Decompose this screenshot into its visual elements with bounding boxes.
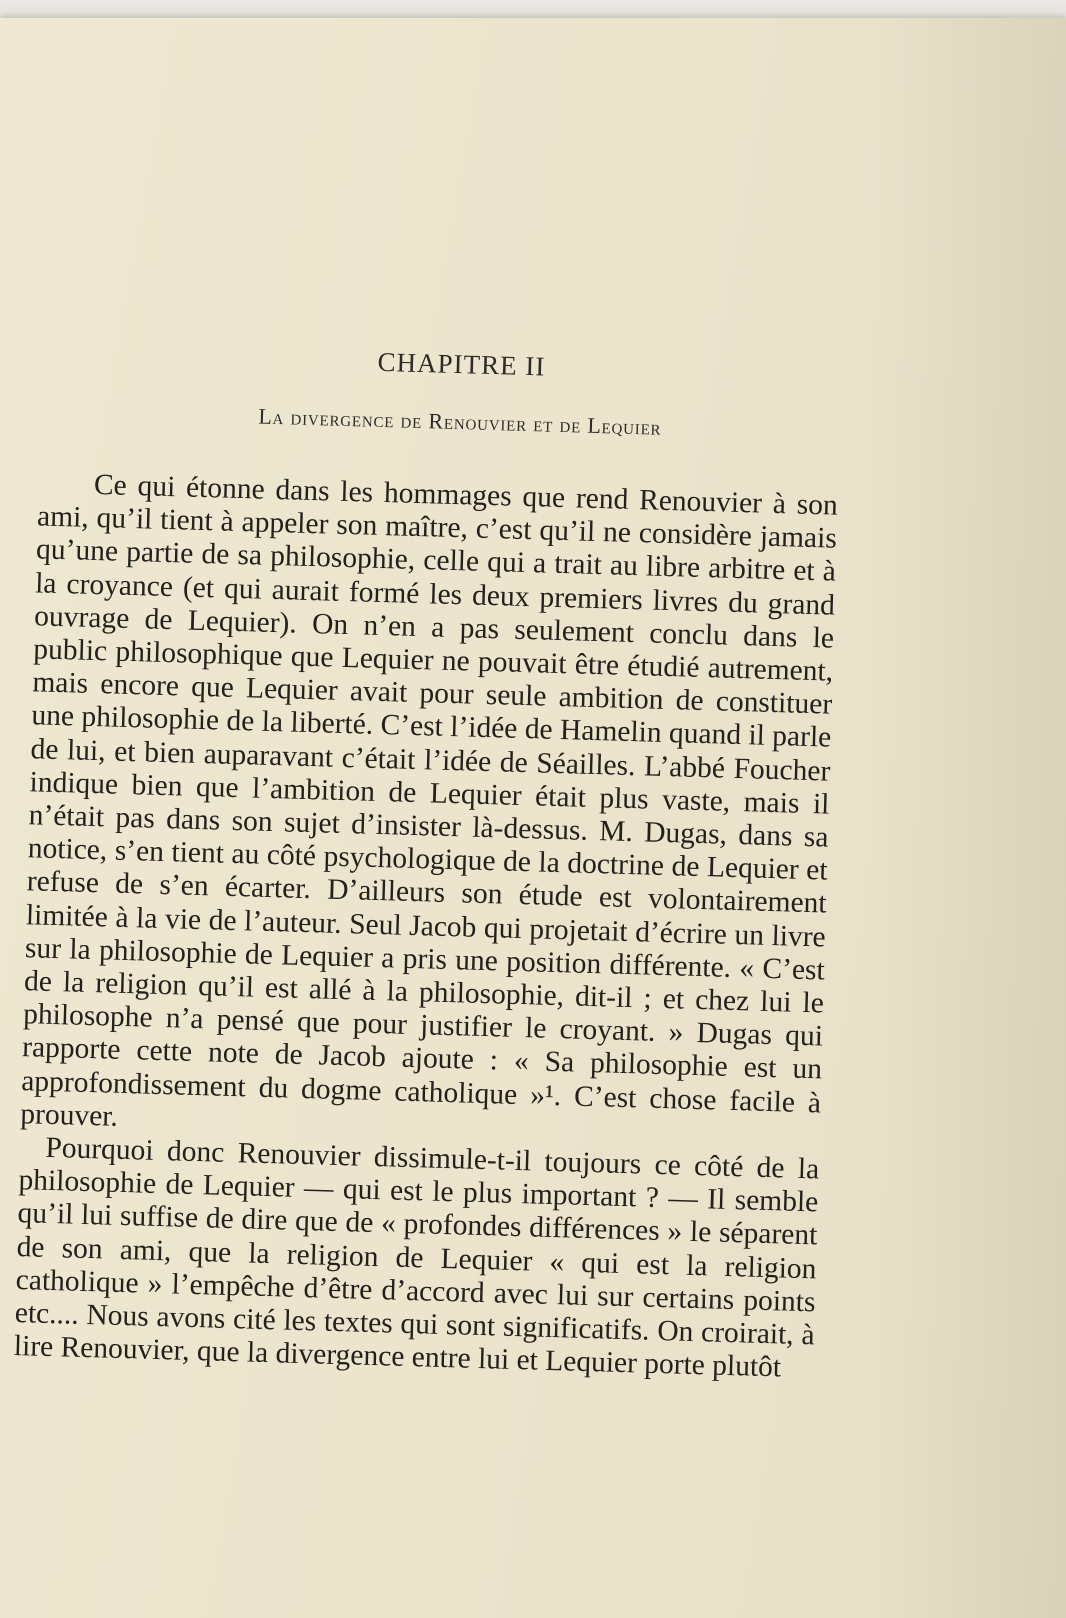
paragraph-2: Pourquoi donc Renouvier dissimule-t-il toujours ce côté de la philosophie de Lequier — qui est le plus important ? — Il semble qu’il lui suffise de dire que de « profondes différences » le séparent de son ami, que la religion de Lequier « qui est la religion catholique » l’empêche d’être d’accord avec lui sur certains points etc.... Nous avons cité les textes qui sont significatifs. On croirait, à lire Renouvier, que la divergence entre lui et Lequier porte plutôt [13,1131,820,1384]
body-text [13,467,838,1385]
page-content [0,18,1066,1618]
chapter-title: La divergence de Renouvier et de Lequier [258,403,662,440]
chapter-number: CHAPITRE II [377,346,546,382]
paragraph-1: Ce qui étonne dans les hommages que rend Renouvier à son ami, qu’il tient à appeler son maître, c’est qu’il ne considère jamais qu’une partie de sa philosophie, celle qui a trait au libre arbitre et à la croyance (et qui aurait formé les deux premiers livres du grand ouvrage de Lequier). On n’en a pas seulement conclu dans le public philosophique que Lequier ne pouvait être étudié autrement, mais encore que Lequier avait pour seule ambition de constituer une philosophie de la liberté. C’est l’idée de Hamelin quand il parle de lui, et bien auparavant c’était l’idée de Séailles. L’abbé Foucher indique bien que l’ambition de Lequier était plus vaste, mais il n’était pas dans son sujet d’insister là-dessus. M. Dugas, dans sa notice, s’en tient au côté psychologique de la doctrine de Lequier et refuse de s’en écarter. D’ailleurs son étude est volontairement limitée à la vie de l’auteur. Seul Jacob qui projetait d’écrire un livre sur la philosophie de Lequier a pris une position différente. « C’est de la religion qu’il est allé à la philosophie, dit-il ; et chez lui le philosophe n’a pensé que pour justifier le croyant. » Dugas qui rapporte cette note de Jacob ajoute : « Sa philosophie est un approfondissement du dogme catholique »¹. C’est chose facile à prouver. [19,468,839,1133]
book-page [0,18,1066,1618]
